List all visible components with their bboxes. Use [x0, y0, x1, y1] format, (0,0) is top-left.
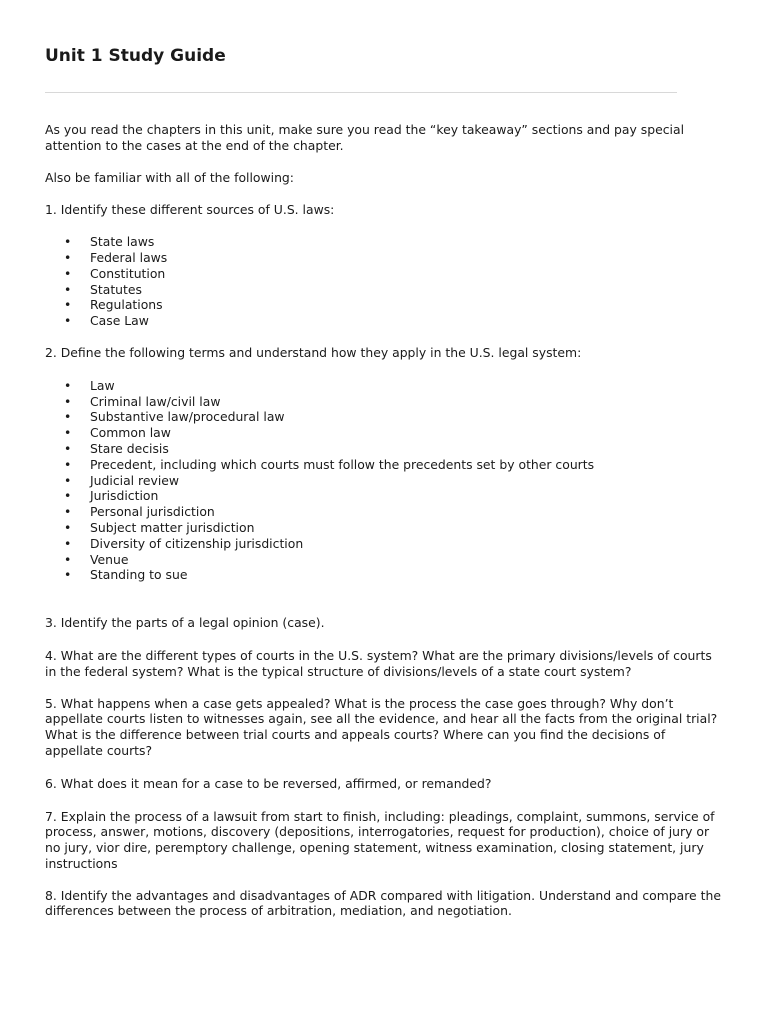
list-item	[45, 282, 725, 298]
list-item	[45, 488, 725, 504]
bullet-icon: •	[64, 472, 72, 488]
question-6: 6. What does it mean for a case to be reversed, affirmed, or remanded?	[45, 775, 492, 791]
list-item	[45, 536, 725, 552]
bullet-icon: •	[64, 281, 72, 297]
bullet-icon: •	[64, 504, 72, 520]
list-item-text: State laws	[90, 234, 155, 250]
list-item	[45, 378, 725, 394]
list-item	[45, 266, 725, 282]
list-item	[45, 567, 725, 583]
bullet-icon: •	[64, 234, 72, 250]
list-item-text: Constitution	[90, 265, 166, 281]
bullet-icon: •	[64, 393, 72, 409]
bullet-icon: •	[64, 551, 72, 567]
list-item-text: Diversity of citizenship jurisdiction	[90, 535, 304, 551]
list-item	[45, 394, 725, 410]
bullet-icon: •	[64, 488, 72, 504]
list-item-text: Regulations	[90, 297, 163, 313]
question-1: 1. Identify these different sources of U.S. laws:	[45, 202, 335, 218]
list-item-text: Federal laws	[90, 249, 168, 265]
list-item	[45, 425, 725, 441]
list-item-text: Personal jurisdiction	[90, 504, 215, 520]
question-7: 7. Explain the process of a lawsuit from start to finish, including: pleadings, complaint, summons, service of process, answer, motions, discovery (depositions, interrogatories, request for production), choice of jury or no jury, vior dire, peremptory challenge, opening statement, witness examination, closing statement, jury instructions	[45, 808, 715, 871]
title-divider	[45, 92, 677, 93]
list-item	[45, 504, 725, 520]
bullet-icon: •	[64, 409, 72, 425]
bullet-icon: •	[64, 425, 72, 441]
list-item-text: Venue	[90, 551, 129, 567]
list-item	[45, 313, 725, 329]
list-item	[45, 552, 725, 568]
list-item-text: Common law	[90, 425, 171, 441]
page-title: Unit 1 Study Guide	[45, 46, 226, 66]
list-item-text: Criminal law/civil law	[90, 393, 221, 409]
bullet-icon: •	[64, 456, 72, 472]
list-item	[45, 234, 725, 250]
bullet-icon: •	[64, 519, 72, 535]
bullet-icon: •	[64, 567, 72, 583]
intro-paragraph: As you read the chapters in this unit, make sure you read the “key takeaway” sections and pay special attention to the cases at the end of the chapter.	[45, 122, 685, 153]
list-item-text: Substantive law/procedural law	[90, 409, 285, 425]
list-item	[45, 250, 725, 266]
list-item-text: Judicial review	[90, 472, 180, 488]
list-item	[45, 441, 725, 457]
list-item-text: Jurisdiction	[90, 488, 159, 504]
terms-list	[45, 378, 725, 583]
question-2: 2. Define the following terms and understand how they apply in the U.S. legal system:	[45, 344, 582, 360]
list-item	[45, 520, 725, 536]
list-item	[45, 409, 725, 425]
list-item-text: Case Law	[90, 313, 149, 329]
list-item-text: Law	[90, 377, 115, 393]
list-item-text: Stare decisis	[90, 440, 169, 456]
list-item-text: Subject matter jurisdiction	[90, 519, 255, 535]
question-8: 8. Identify the advantages and disadvantages of ADR compared with litigation. Understand and compare the differences between the process of arbitration, mediation, and negotiation.	[45, 887, 721, 919]
list-item-text: Standing to sue	[90, 567, 188, 583]
bullet-icon: •	[64, 297, 72, 313]
bullet-icon: •	[64, 265, 72, 281]
list-item-text: Statutes	[90, 281, 142, 297]
bullet-icon: •	[64, 440, 72, 456]
question-5: 5. What happens when a case gets appealed? What is the process the case goes through? Why don’t appellate courts listen to witnesses again, see all the evidence, and hear all the facts from the original trial? What is the difference between trial courts and appeals courts? Where can you find the decisions of appellate courts?	[45, 695, 718, 758]
sources-list	[45, 234, 725, 329]
list-item	[45, 473, 725, 489]
bullet-icon: •	[64, 535, 72, 551]
bullet-icon: •	[64, 377, 72, 393]
list-item	[45, 297, 725, 313]
list-item	[45, 457, 725, 473]
list-item-text: Precedent, including which courts must follow the precedents set by other courts	[90, 456, 595, 472]
bullet-icon: •	[64, 313, 72, 329]
question-3: 3. Identify the parts of a legal opinion (case).	[45, 615, 325, 631]
question-4: 4. What are the different types of courts in the U.S. system? What are the primary divisions/levels of courts in the federal system? What is the typical structure of divisions/levels of a state court system?	[45, 647, 712, 679]
bullet-icon: •	[64, 249, 72, 265]
also-familiar-paragraph: Also be familiar with all of the following:	[45, 169, 294, 185]
document-body	[45, 122, 725, 919]
